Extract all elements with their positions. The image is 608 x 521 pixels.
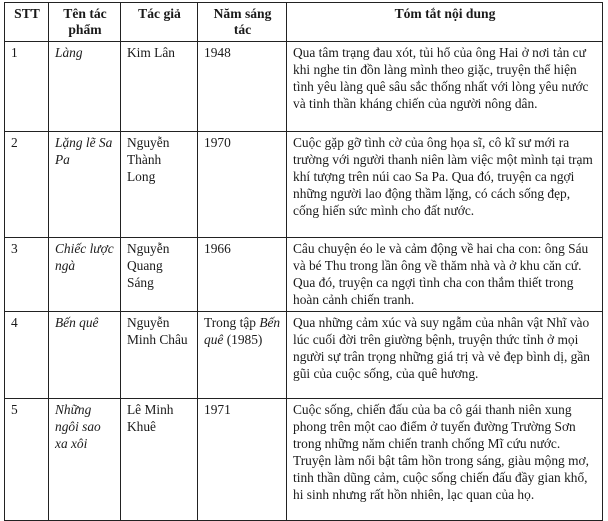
row-stt: 1 xyxy=(5,42,49,132)
row-author: Nguyễn Quang Sáng xyxy=(121,238,198,312)
table-row xyxy=(5,42,603,132)
row-stt: 3 xyxy=(5,238,49,312)
row-stt: 4 xyxy=(5,312,49,399)
row-summary: Cuộc gặp gỡ tình cờ của ông họa sĩ, cô kĩ sư mới ra trường với người thanh niên làm việc một mình tại trạm khí tượng trên núi cao Sa Pa. Qua đó, truyện ca ngợi những người lao động thầm lặng, có cách sống đẹp, cống hiến sức mình cho đất nước. xyxy=(287,132,603,238)
row-author: Kim Lân xyxy=(121,42,198,132)
table-row xyxy=(5,132,603,238)
row-title: Lặng lẽ Sa Pa xyxy=(49,132,121,238)
row-summary: Qua tâm trạng đau xót, tủi hổ của ông Hai ở nơi tản cư khi nghe tin đồn làng mình theo giặc, truyện thể hiện tình yêu làng quê sâu sắc thống nhất với lòng yêu nước và tinh thần kháng chiến của người nông dân. xyxy=(287,42,603,132)
row-title: Chiếc lược ngà xyxy=(49,238,121,312)
row-year: 1971 xyxy=(198,399,287,521)
row-year: 1948 xyxy=(198,42,287,132)
header-author: Tác giả xyxy=(121,3,198,42)
row-year: 1970 xyxy=(198,132,287,238)
row-author: Nguyễn Minh Châu xyxy=(121,312,198,399)
header-year: Năm sáng tác xyxy=(198,3,287,42)
table-row xyxy=(5,399,603,521)
row-title: Những ngôi sao xa xôi xyxy=(49,399,121,521)
header-row xyxy=(5,3,603,42)
row-title: Làng xyxy=(49,42,121,132)
row-title: Bến quê xyxy=(49,312,121,399)
row-summary: Câu chuyện éo le và cảm động về hai cha con: ông Sáu và bé Thu trong lần ông về thăm nhà và ở khu căn cứ. Qua đó, truyện ca ngợi tình cha con thắm thiết trong hoàn cảnh chiến tranh. xyxy=(287,238,603,312)
row-year: 1966 xyxy=(198,238,287,312)
row-author: Nguyễn Thành Long xyxy=(121,132,198,238)
row-summary: Cuộc sống, chiến đấu của ba cô gái thanh niên xung phong trên một cao điểm ở tuyến đường Trường Sơn trong những năm chiến tranh chống Mĩ cứu nước. Truyện làm nổi bật tâm hồn trong sáng, giàu mộng mơ, tinh thần dũng cảm, cuộc sống chiến đấu đầy gian khổ, hi sinh nhưng rất hồn nhiên, lạc quan của họ. xyxy=(287,399,603,521)
header-summary: Tóm tắt nội dung xyxy=(287,3,603,42)
year-prefix: Trong tập xyxy=(204,315,260,330)
row-author: Lê Minh Khuê xyxy=(121,399,198,521)
table-row xyxy=(5,312,603,399)
table-row xyxy=(5,238,603,312)
year-suffix: (1985) xyxy=(223,332,263,347)
row-stt: 5 xyxy=(5,399,49,521)
header-stt: STT xyxy=(5,3,49,42)
row-year xyxy=(198,312,287,399)
row-stt: 2 xyxy=(5,132,49,238)
row-summary: Qua những cảm xúc và suy ngẫm của nhân vật Nhĩ vào lúc cuối đời trên giường bệnh, truyện thức tỉnh ở mọi người sự trân trọng những giá trị và vẻ đẹp bình dị, gần gũi của cuộc sống, của quê hương. xyxy=(287,312,603,399)
year-book-title: Bến quê xyxy=(204,315,281,347)
literature-summary-table xyxy=(4,2,603,521)
header-title: Tên tác phẩm xyxy=(49,3,121,42)
